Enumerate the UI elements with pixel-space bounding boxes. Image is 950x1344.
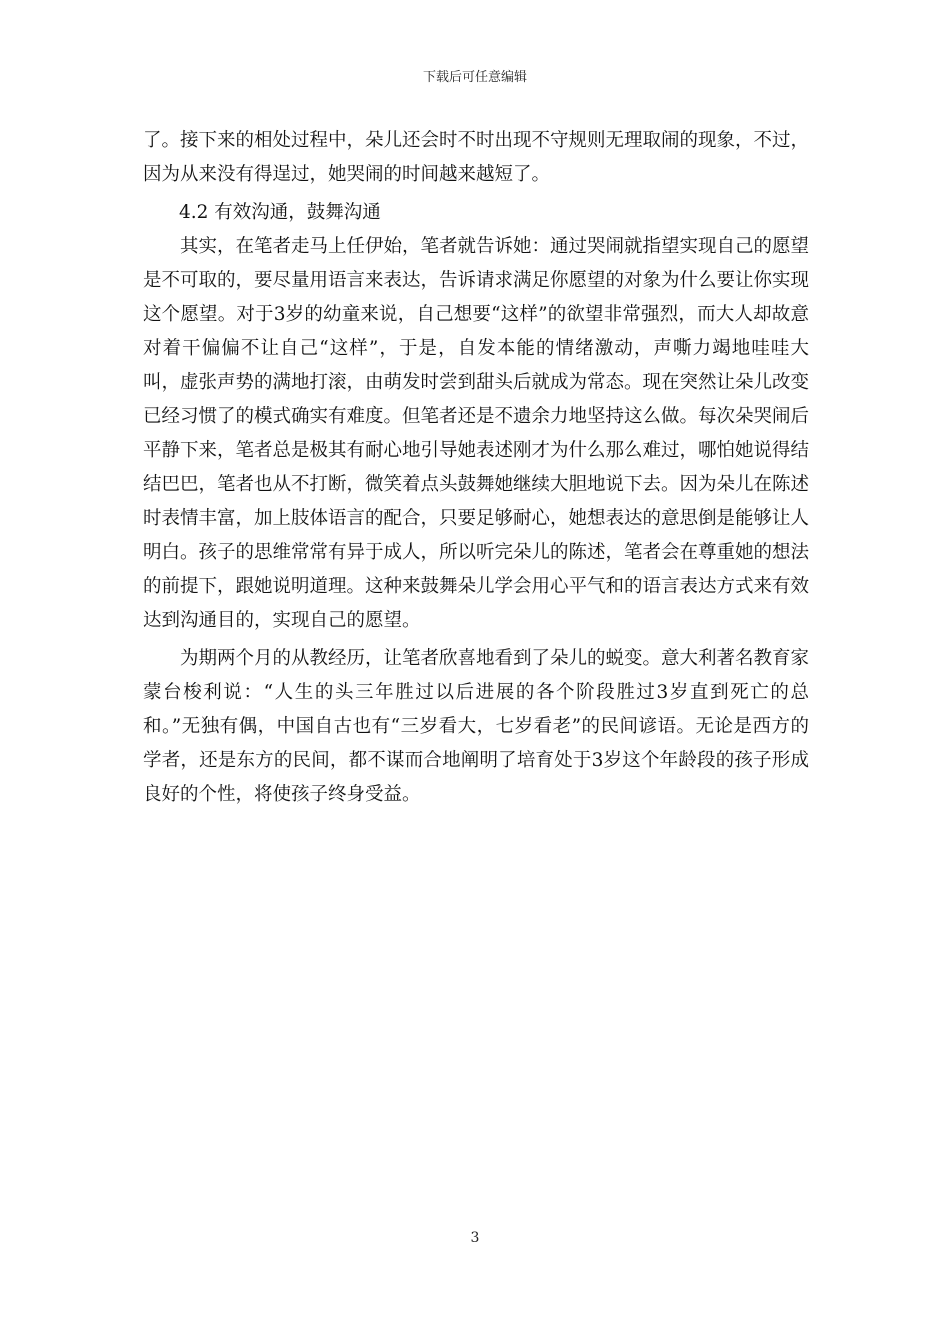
paragraph-1: 其实，在笔者走马上任伊始，笔者就告诉她：通过哭闹就指望实现自己的愿望是不可取的，要尽量用语言来表达，告诉请求满足你愿望的对象为什么要让你实现这个愿望。对于3岁的幼童来说，自己想要“这样”的欲望非常强烈，而大人却故意对着干偏偏不让自己“这样”，于是，自发本能的情绪激动，声嘶力竭地哇哇大叫，虚张声势的满地打滚，由萌发时尝到甜头后就成为常态。现在突然让朵儿改变已经习惯了的模式确实有难度。但笔者还是不遗余力地坚持这么做。每次朵哭闹后平静下来，笔者总是极其有耐心地引导她表述刚才为什么那么难过，哪怕她说得结结巴巴，笔者也从不打断，微笑着点头鼓舞她继续大胆地说下去。因为朵儿在陈述时表情丰富，加上肢体语言的配合，只要足够耐心，她想表达的意思倒是能够让人明白。孩子的思维常常有异于成人，所以听完朵儿的陈述，笔者会在尊重她的想法的前提下，跟她说明道理。这种来鼓舞朵儿学会用心平气和的语言表达方式来有效达到沟通目的，实现自己的愿望。 bbox=[143, 236, 810, 631]
section-heading: 4.2 有效沟通，鼓舞沟通 bbox=[179, 202, 381, 223]
paragraph-continuation: 了。接下来的相处过程中，朵儿还会时不时出现不守规则无理取闹的现象，不过，因为从来没有得逞过，她哭闹的时间越来越短了。 bbox=[143, 130, 810, 185]
document-body bbox=[143, 124, 809, 812]
page-number: 3 bbox=[470, 1230, 480, 1246]
paragraph-2: 为期两个月的从教经历，让笔者欣喜地看到了朵儿的蜕变。意大利著名教育家蒙台梭利说：“人生的头三年胜过以后进展的各个阶段胜过3岁直到死亡的总和。”无独有偶，中国自古也有“三岁看大，七岁看老”的民间谚语。无论是西方的学者，还是东方的民间，都不谋而合地阐明了培育处于3岁这个年龄段的孩子形成良好的个性，将使孩子终身受益。 bbox=[143, 648, 810, 805]
page-header: 下载后可任意编辑 bbox=[422, 70, 527, 85]
